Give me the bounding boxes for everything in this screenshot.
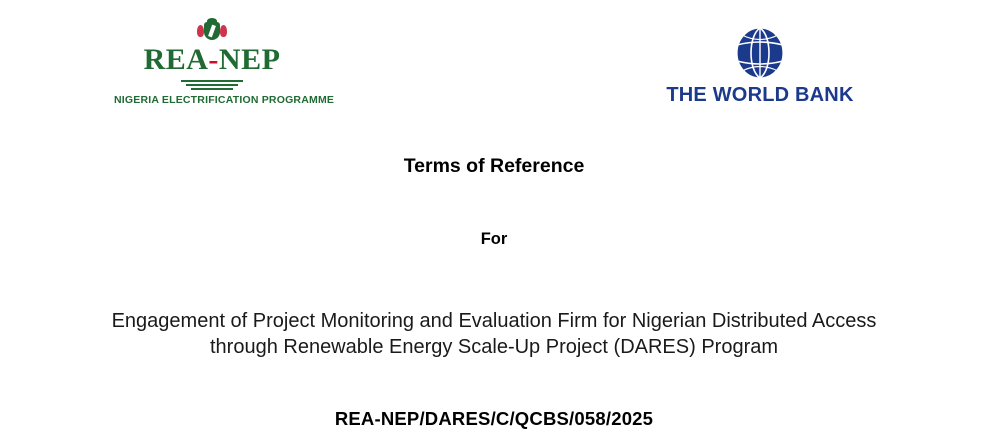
rea-nep-wordmark xyxy=(114,45,310,75)
document-subject: Engagement of Project Monitoring and Evaluation Firm for Nigerian Distributed Access through Renewable Energy Scale-Up Project (DARES) Program xyxy=(111,310,877,358)
logo-header-row xyxy=(0,0,988,130)
world-bank-wordmark: THE WORLD BANK xyxy=(666,84,854,106)
reference-number: REA-NEP/DARES/C/QCBS/058/2025 xyxy=(334,408,654,429)
rea-stripes-icon xyxy=(181,80,243,90)
for-label: For xyxy=(480,230,508,248)
rea-wordmark-part2: NEP xyxy=(218,43,281,76)
rea-nep-tagline: NIGERIA ELECTRIFICATION PROGRAMME xyxy=(114,94,335,106)
rea-wordmark-part1: REA xyxy=(143,43,209,76)
globe-icon xyxy=(728,26,792,80)
rea-nep-logo xyxy=(114,18,335,106)
rea-wordmark-dash: - xyxy=(208,43,219,76)
page-title: Terms of Reference xyxy=(403,155,585,177)
nigeria-coat-of-arms-icon xyxy=(197,18,227,44)
world-bank-logo xyxy=(645,26,875,107)
